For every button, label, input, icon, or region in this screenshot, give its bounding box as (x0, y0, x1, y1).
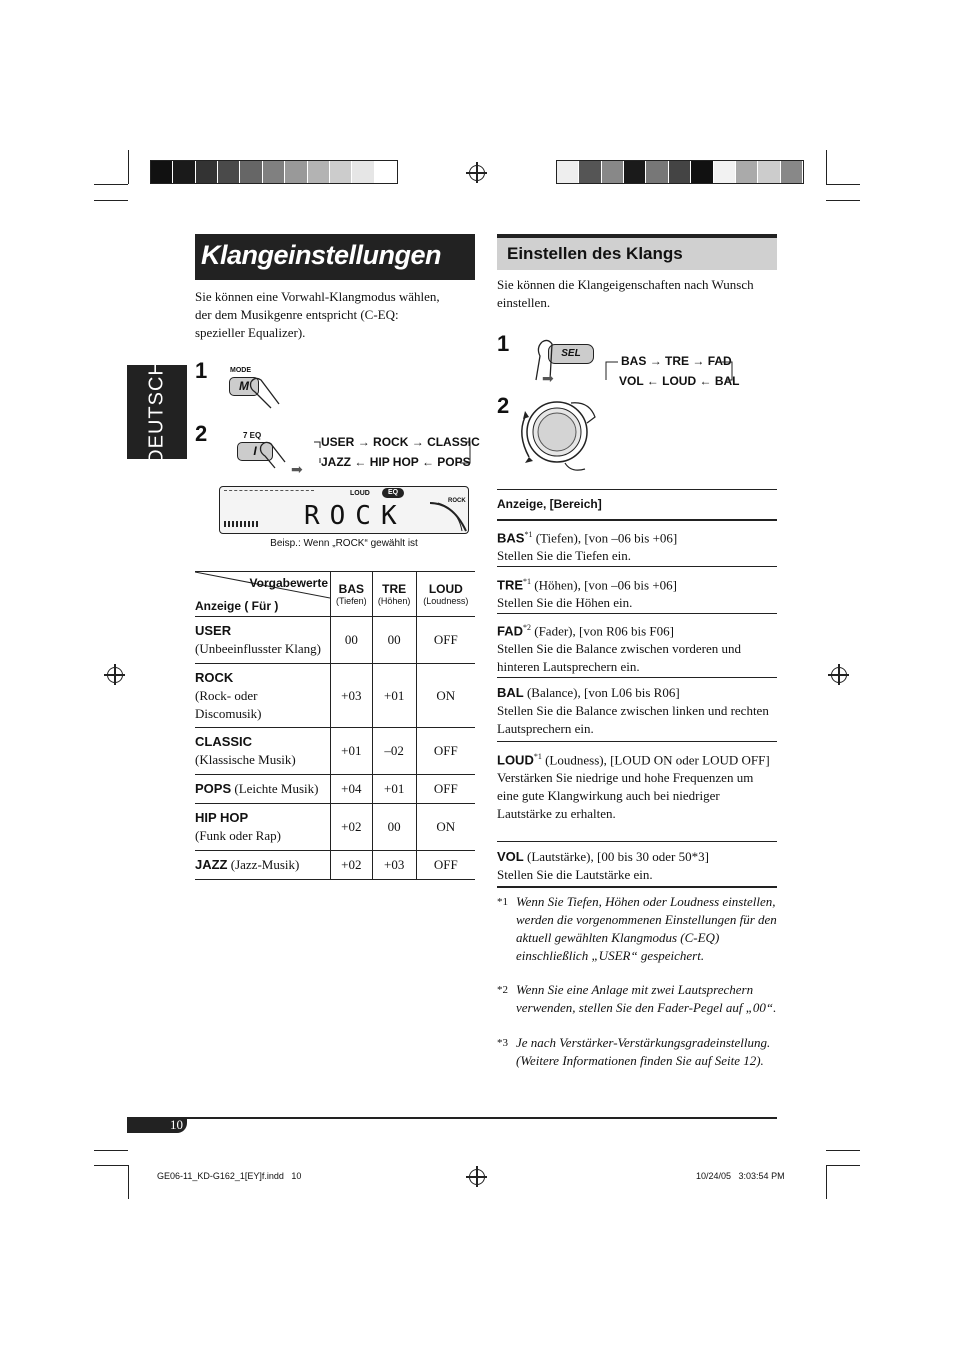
arrow-right-icon: → (357, 435, 370, 449)
table-row: ROCK (Rock- oder Discomusik) +03 +01 ON (195, 664, 475, 728)
list-item: BAS$^{*1}$ (Tiefen), [von –06 bis +06] Stellen Sie die Tiefen ein. (497, 530, 678, 564)
eq-seq-pops: POPS (437, 455, 471, 469)
footnote-3: *3 Je nach Verstärker-Verstärkungsgradeinstellung. (Weitere Informationen finden Sie auf Seite 12). (497, 1035, 771, 1068)
table-corner-header (195, 572, 331, 617)
mode-key[interactable]: M (229, 377, 259, 396)
sel-button-illustration (528, 338, 608, 388)
corner-top-label: Vorgabewerte (249, 576, 328, 590)
footer-date: 10/24/05 3:03:54 PM (696, 1171, 785, 1181)
lcd-eq-indicator: EQ (382, 488, 404, 498)
left-step-1: 1 (195, 358, 208, 383)
color-swatch (308, 161, 330, 183)
color-swatch (557, 161, 579, 183)
list-item: LOUD$^{*1}$ (Loudness), [LOUD ON oder LOUD OFF] Verstärken Sie niedrige und hohe Frequenzen um eine gute Klangwirkung auch bei niedriger Lautstärke zu erhalten. (497, 752, 770, 822)
sound-seq-loud: LOUD (662, 374, 697, 388)
color-swatch (151, 161, 173, 183)
corner-bottom-label: Anzeige ( Für ) (195, 599, 279, 613)
eq-seq-classic: CLASSIC (427, 435, 480, 449)
right-intro: Sie können die Klangeigenschaften nach Wunsch einstellen. (497, 277, 754, 310)
registration-mark-right (831, 667, 847, 683)
arrow-left-icon: ← (699, 374, 712, 388)
eq-preset-table (195, 571, 475, 880)
color-swatch (758, 161, 780, 183)
list-item: BAL (Balance), [von L06 bis R06] Stellen Sie die Balance zwischen linken und rechten Lautsprechern ein. (497, 685, 769, 736)
eq-seq-rock: ROCK (373, 435, 409, 449)
arrow-left-icon: ← (646, 374, 659, 388)
color-swatch (173, 161, 195, 183)
table-row: POPS (Leichte Musik) +04 +01 OFF (195, 775, 475, 804)
arrow-left-icon: ← (354, 455, 367, 469)
left-step-2: 2 (195, 421, 208, 446)
color-swatch (646, 161, 668, 183)
sel-key[interactable]: SEL (548, 344, 594, 364)
lcd-display (219, 486, 469, 534)
lcd-loud-indicator: LOUD (350, 490, 370, 497)
footer-file: GE06-11_KD-G162_1[EY]f.indd 10 (157, 1171, 302, 1181)
sound-loop-arrows (598, 358, 738, 386)
color-swatch (285, 161, 307, 183)
color-swatch (263, 161, 285, 183)
color-swatch (602, 161, 624, 183)
left-intro: Sie können eine Vorwahl-Klangmodus wählen, der dem Musikgenre entspricht (C-EQ: spezieller Equalizer). (195, 289, 440, 340)
right-step-2: 2 (497, 393, 510, 418)
color-swatch (579, 161, 601, 183)
table-row: HIP HOP (Funk oder Rap) +02 00 ON (195, 804, 475, 851)
footnote-1: *1 Wenn Sie Tiefen, Höhen oder Loudness einstellen, werden die vorgenommenen Einstellungen für den aktuell gewählten Klangmodus (C-EQ) einschließlich „USER“ gespeichert. (497, 894, 777, 963)
arrow-right-icon: → (649, 354, 662, 368)
color-swatch (196, 161, 218, 183)
list-item: TRE$^{*1}$ (Höhen), [von –06 bis +06] Stellen Sie die Höhen ein. (497, 577, 677, 611)
color-bar-left (150, 160, 398, 184)
lcd-level-icon (224, 521, 260, 527)
arrow-right-icon: → (692, 354, 705, 368)
section-title: Einstellen des Klangs (497, 234, 777, 270)
color-swatch (691, 161, 713, 183)
list-header-rule (497, 519, 777, 521)
eq-seq-user: USER (321, 435, 355, 449)
color-swatch (330, 161, 352, 183)
color-swatch (624, 161, 646, 183)
color-swatch (736, 161, 758, 183)
color-swatch (669, 161, 691, 183)
color-swatch (218, 161, 240, 183)
col-bas: BAS (Tiefen) (331, 572, 373, 617)
list-item: VOL (Lautstärke), [00 bis 30 oder 50*3] Stellen Sie die Lautstärke ein. (497, 849, 709, 882)
list-header: Anzeige, [Bereich] (497, 497, 602, 511)
lcd-rock-indicator: ROCK (448, 498, 466, 504)
page-number: 10 (170, 1117, 183, 1132)
press-arrow-icon: ➡ (542, 372, 554, 387)
table-row: JAZZ (Jazz-Musik) +02 +03 OFF (195, 851, 475, 880)
volume-knob-illustration (515, 395, 605, 475)
mode-label: MODE (230, 367, 251, 374)
color-swatch (714, 161, 736, 183)
color-bar-right (556, 160, 804, 184)
eq-seq-hiphop: HIP HOP (369, 455, 419, 469)
list-top-rule (497, 489, 777, 490)
language-tab: DEUTSCH (127, 365, 187, 459)
press-arrow-icon: ➡ (291, 463, 303, 478)
color-swatch (240, 161, 262, 183)
sound-seq-bal: BAL (714, 374, 740, 388)
table-row: USER (Unbeeinflusster Klang) 00 00 OFF (195, 617, 475, 664)
arrow-left-icon: ← (421, 455, 434, 469)
eq-label: 7 EQ (243, 431, 262, 440)
color-swatch (352, 161, 374, 183)
registration-mark-bottom (469, 1169, 485, 1185)
col-loud: LOUD (Loudness) (416, 572, 475, 617)
registration-mark-top (469, 165, 485, 181)
lcd-main-text: ROCK (304, 501, 407, 531)
table-row: CLASSIC (Klassische Musik) +01 –02 OFF (195, 728, 475, 775)
color-swatch (375, 161, 397, 183)
registration-mark-left (107, 667, 123, 683)
col-tre: TRE (Höhen) (372, 572, 416, 617)
footnote-2: *2 Wenn Sie eine Anlage mit zwei Lautsprechern verwenden, stellen Sie den Fader-Pegel auf „00“. (497, 982, 777, 1015)
list-bottom-rule (497, 886, 777, 888)
list-item: FAD$^{*2}$ (Fader), [von R06 bis F06] Stellen Sie die Balance zwischen vorderen und hinteren Lautsprechern ein. (497, 623, 742, 675)
sound-seq-vol: VOL (619, 374, 644, 388)
footer-rule (127, 1117, 777, 1119)
sound-seq-bas: BAS (621, 354, 647, 368)
eq-seq-jazz: JAZZ (321, 455, 351, 469)
display-caption: Beisp.: Wenn „ROCK“ gewählt ist (270, 538, 418, 549)
right-step-1: 1 (497, 331, 510, 356)
page-title: Klangeinstellungen (195, 234, 475, 280)
lcd-corner-graphic (428, 501, 468, 533)
mode-button-illustration (225, 364, 285, 409)
eq-loop-arrows (300, 436, 475, 470)
arrow-right-icon: → (411, 435, 424, 449)
finger-icon (255, 440, 295, 470)
lcd-scale (224, 490, 314, 495)
finger-icon (245, 374, 285, 409)
color-swatch (781, 161, 803, 183)
sound-seq-fad: FAD (707, 354, 732, 368)
eq-key[interactable]: I (237, 442, 273, 461)
sound-seq-tre: TRE (665, 354, 690, 368)
